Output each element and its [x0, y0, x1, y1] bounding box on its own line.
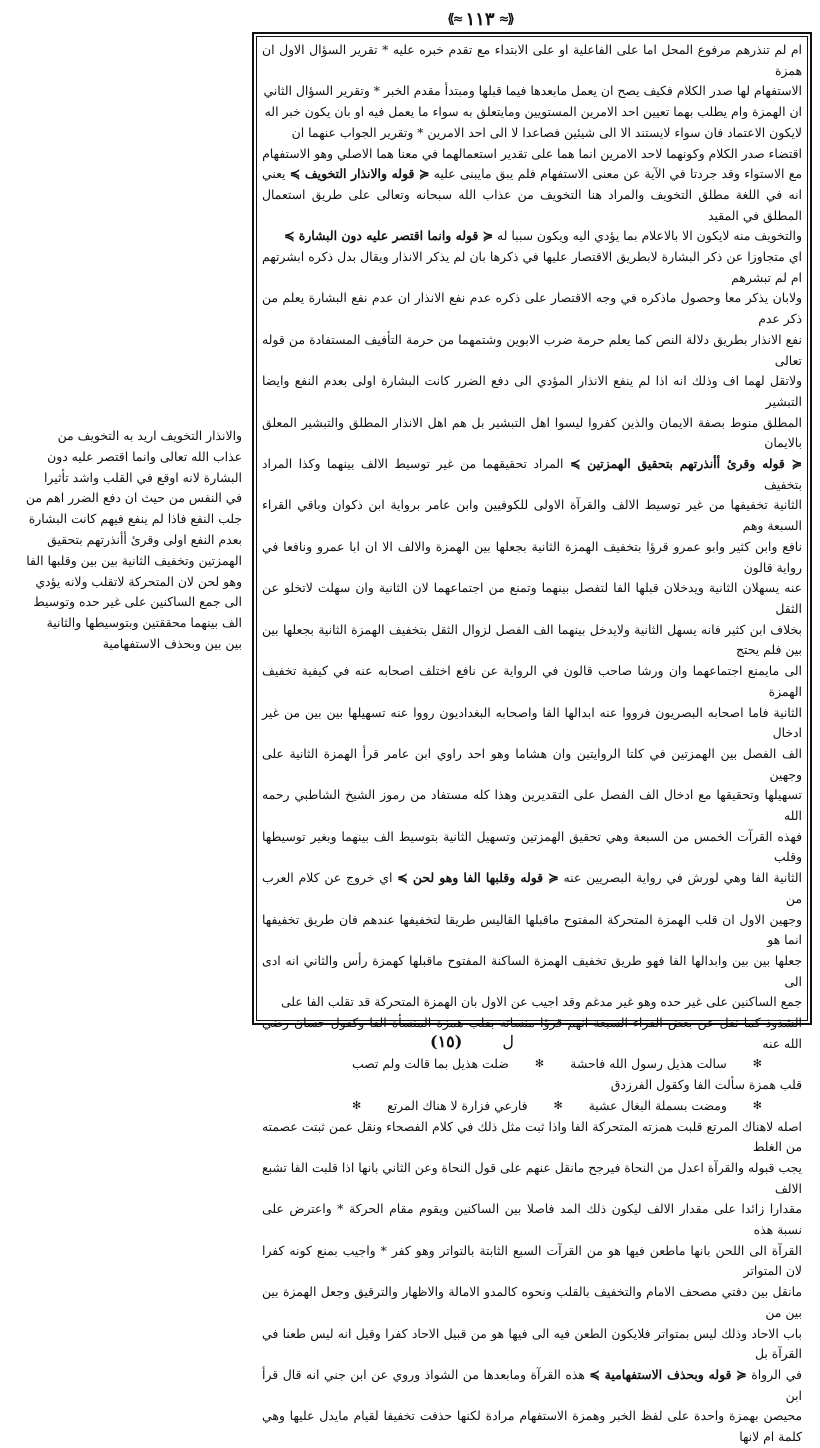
signature-letter: ل	[502, 1031, 514, 1051]
commentary-line: اقتضاء صدر الكلام وكونهما لاحد الامرين انما هما على تقدير استعمالهما في معنا هما الاصلي وهو الاستفهام	[262, 145, 802, 161]
poetry-verse	[262, 1054, 802, 1075]
commentary-line	[262, 164, 802, 226]
commentary-line: ان الهمزة وام يطلب بهما تعيين احد الامرين المستويين ومايتعلق به سواء ما يعمل فيه او بان يكون خبر اله	[264, 104, 802, 120]
matn-line: الى جمع الساكنين على غير حده وتوسيط	[33, 594, 242, 610]
verse-hemistich: ومضت بسملة البغال عشية	[588, 1097, 727, 1113]
commentary-line: اي متجاوزا عن ذكر البشارة لابطريق الاقتصار عليها في ذكرها بان لم يذكر الانذار ويقال بدل ذكره ابشرتهم ام لم تبشرهم	[262, 249, 802, 285]
verse-star: ✻	[752, 1057, 762, 1071]
qawl-heading: ≼ قوله وبحذف الاستفهامية ≽	[589, 1366, 747, 1382]
verse-hemistich: سالت هذيل رسول الله فاحشة	[570, 1056, 727, 1072]
commentary-line: نفع الانذار بطريق دلالة النص كما يعلم حرمة ضرب الابوين وشتمهما من حرمة التأفيف المستفادة من قوله تعالى	[262, 331, 802, 368]
verse-star: ✻	[352, 1098, 362, 1112]
header-ornament-left: ⟪≈	[447, 11, 462, 27]
commentary-line: ولاتقل لهما اف وذلك انه اذا لم ينفع الانذار المؤدي الى دفع الضرر كانت البشارة اولى بعدم النفع وايضا التبشير	[262, 373, 802, 409]
commentary-text: والتخويف منه لايكون الا بالاعلام بما يؤدي اليه ويكون سببا له	[496, 228, 802, 244]
page-footer	[430, 1030, 630, 1052]
verse-star: ✻	[553, 1098, 563, 1112]
commentary-line	[262, 226, 802, 247]
matn-line: الهمزتين وتخفيف الثانية بين بين وقلبها الفا	[26, 552, 242, 568]
commentary-line: بخلاف ابن كثير فانه يسهل الثانية ولايدخل بينهما الف الفصل لزوال الثقل بتخفيف الهمزة الثانية بجعلها بين بين فلم يحتج	[262, 621, 802, 658]
matn-line: عذاب الله تعالى وانما اقتصر عليه دون	[47, 448, 242, 464]
commentary-line	[262, 868, 802, 909]
commentary-line: مانقل بين دفتي مصحف الامام والتخفيف بالقلب ونحوه كالمدو الامالة والاظهار والترقيق وجعل الهمزة بين بين من	[262, 1284, 802, 1320]
matn-line: بعدم النفع اولى وقرئ أأنذرتهم بتحقيق	[47, 531, 242, 547]
commentary-line: القرآة الى اللحن بانها ماطعن فيها هو من القرآت السبع الثابتة بالتواتر وهو كفر * واجيب بمنع كونه كفرا لان المتواتر	[262, 1242, 802, 1279]
commentary-line: محيصن بهمزة واحدة على لفظ الخبر وهمزة الاستفهام مرادة لكنها حذفت تخفيفا لقيام مايدل عليها وهي كلمة ام لانها	[262, 1408, 802, 1445]
commentary-line: ام لم تنذرهم مرفوع المحل اما على الفاعلية او على الابتداء مع تقدم خبره عليه * تقرير السؤال الاول ان همزة	[262, 42, 802, 78]
commentary-line: مقدارا زائدا على مقدار الالف ليكون ذلك المد فاصلا بين الساكنين ويقوم مقام الحركة * واعترض على نسبة هذه	[262, 1201, 802, 1238]
qawl-heading: ≼ قوله والانذار التخويف ≽	[289, 166, 430, 182]
commentary-line: باب الاحاد وذلك ليس بمتواتر فلايكون الطعن فيه الى فيها هو من قبيل الاحاد كفرا وقيل انه ليس طعنا في القرآة بل	[262, 1325, 802, 1362]
commentary-line: الثانية تخفيفها من غير توسيط الالف والقرآة الاولى للكوفيين وابن عامر برواية ابن ذكوان وباقي القراء السبعة وهم	[262, 497, 802, 534]
verse-star: ✻	[534, 1057, 545, 1071]
commentary-line: اصله لاهناك المرتع قلبت همزته المتحركة الفا واذا ثبت مثل ذلك في كلام الفصحاء ونقل عمن ثبتت عصمته من الغلط	[262, 1118, 802, 1155]
commentary-line: قلب همزة سألت الفا وكقول الفرزدق	[610, 1077, 802, 1093]
matn-line: في النفس من حيث ان دفع الضرر اهم من	[25, 490, 242, 506]
qawl-heading: ≼ قوله وقلبها الفا وهو لحن ≽	[397, 870, 559, 886]
commentary-text: اي خروج عن كلام العرب من	[262, 870, 802, 906]
commentary-line: المطلق منوط بصفة الايمان والذين كفروا ليسوا اهل التبشير بل هم اهل الانذار المطلق والتبشير المعلق بالايمان	[262, 414, 802, 451]
matn-line: والانذار التخويف اريد به التخويف من	[57, 428, 242, 443]
commentary-line: لايكون الاعتماد فان سواء لايستند الا الى شيئين فصاعدا لا الى احد الامرين * وتقرير الجواب عنهما ان	[291, 124, 802, 140]
page-header	[430, 8, 530, 30]
poetry-verse	[262, 1096, 802, 1117]
commentary-text: المراد تحقيقهما من غير توسيط الالف بينهما وكذا المراد بتخفيف	[262, 456, 802, 492]
commentary-text: في الرواة	[751, 1366, 802, 1382]
matn-line: بين بين وبحذف الاستفهامية	[102, 635, 242, 651]
commentary-line: الثانية فاما اصحابه البصريون فرووا عنه ابدالها الفا واصحابه البغداديون رووا عنه تسهيلها بين بين من غير ادخال	[262, 704, 802, 741]
matn-line: الف بينهما محققتين وبتوسيطها والثانية	[46, 615, 242, 631]
qawl-heading: ≼ قوله وقرئ أأنذرتهم بتحقيق الهمزتين ≽	[569, 456, 803, 472]
commentary-line: الف الفصل بين الهمزتين في كلتا الروايتين وان هشاما وهو احد راوي ابن عامر قرأ الهمزة الثانية على وجهين	[262, 745, 802, 782]
commentary-line: جمع الساكنين على غير حده وهو غير مدغم وقد اجيب عن الاول بان الهمزة المتحركة قد تقلب الفا على	[280, 994, 802, 1010]
commentary-line: وجهين الاول ان قلب الهمزة المتحركة المفتوح ماقبلها القاليس طريقا لتخفيفها عندهم فان طريق تخفيفها انما هو	[262, 911, 802, 948]
commentary-line: الشذوذ كما نقل عن بعض القراء السبعة انهم قرؤا منساته بقلب همزة المنسأة الفا وكقول حسان رضي الله عنه	[262, 1015, 802, 1051]
commentary-text: الثانية الفا وهي لورش في رواية البصريين عنه	[563, 870, 803, 886]
verse-star: ✻	[752, 1098, 762, 1112]
matn-line: جلب النفع فاذا لم ينفع فيهم كانت البشارة	[28, 511, 242, 527]
matn-line: البشارة لانه اوقع في القلب واشد تأثيرا	[43, 469, 242, 485]
commentary-line: يجب قبوله والقرآة اعدل من النحاة فيرجح مانقل عنهم على قول النحاة وعن الثاني بانها اذا قلبت الفا تشبع الالف	[262, 1159, 802, 1196]
margin-matn-text	[10, 426, 242, 655]
commentary-line: فهذه القرآت الخمس من السبعة وهي تحقيق الهمزتين وتسهيل الثانية بتوسيط الف بينهما وبغير توسيطها وقلب	[262, 828, 802, 865]
commentary-line: عنه يسهلان الثانية ويدخلان قبلها الفا لتفصل بينهما وتمنع من اجتماعهما لان الثانية وان سهلت لاتخلو عن الثقل	[262, 580, 802, 616]
commentary-line: جعلها بين بين وابدالها الفا فهو طريق تخفيف الهمزة الساكنة المفتوح ماقبلها كهمزة رأس والثاني انه ادى الى	[262, 952, 802, 989]
commentary-line: ولابان يذكر معا وحصول ماذكره في وجه الاقتصار على ذكره عدم نفع الانذار ان عدم نفع البشارة يعلم من ذكر عدم	[262, 290, 802, 327]
qawl-heading: ≼ قوله وانما اقتصر عليه دون البشارة ≽	[284, 228, 494, 244]
verse-hemistich: ضلت هذيل بما قالت ولم تصب	[352, 1056, 509, 1072]
commentary-line: تسهيلها وتحقيقها مع ادخال الف الفصل على التقديرين وهذا كله مستفاد من رموز الشيخ الشاطبي رحمه الله	[262, 787, 802, 824]
page-number: ١١٣	[465, 8, 495, 30]
commentary-line: نافع وابن كثير وابو عمرو قرؤا بتخفيف الهمزة الثانية بجعلها بين الهمزة والالف الا ان ابا عمرو ونافعا في رواية قالون	[262, 538, 802, 575]
header-ornament-right: ≈⟫	[498, 11, 513, 27]
commentary-text: مع الاستواء وقد جردتا في الآية عن معنى الاستفهام فلم يبق مايبنى عليه	[433, 166, 802, 182]
matn-line: وهو لحن لان المتحركة لاتقلب ولانه يؤدي	[35, 573, 242, 589]
commentary-text: هذه القرآة ومابعدها من الشواذ وروي عن ابن جني انه قال قرأ ابن	[262, 1366, 802, 1403]
commentary-text: يعني انه في اللغة مطلق التخويف والمراد هنا التخويف من عذاب الله سبحانه وتعالى على طريق استعمال المطلق في المقيد	[262, 166, 802, 223]
commentary-line	[262, 1365, 802, 1406]
commentary-line: الى مايمنع اجتماعهما وان ورشا صاحب قالون في الرواية عن نافع اختلف اصحابه عنه في كيفية تخفيف الهمزة	[262, 663, 802, 699]
commentary-line	[262, 454, 802, 495]
verse-hemistich: فارعي فزارة لا هناك المرتع	[387, 1097, 528, 1113]
commentary-line: الاستفهام لها صدر الكلام فكيف يصح ان يعمل مابعدها فيما قبلها ومبتدأ مقدم الخبر * وتقرير السؤال الثاني	[263, 83, 802, 99]
signature-number: (١٥)	[430, 1031, 463, 1051]
